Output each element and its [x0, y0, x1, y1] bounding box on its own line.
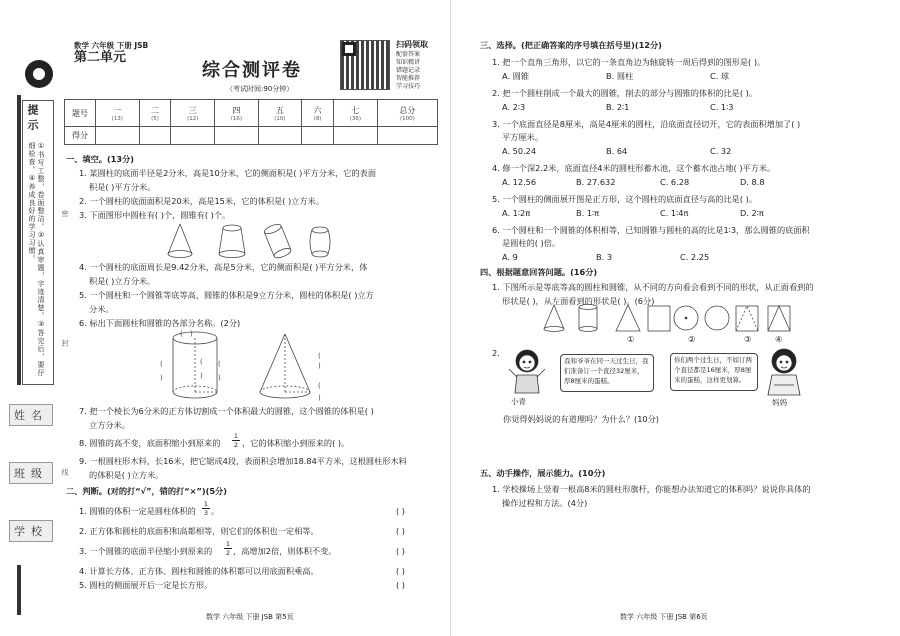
svg-text:(: (: [180, 330, 183, 338]
view-label-4: ④: [775, 334, 783, 344]
bubble-right-text: 你们两个过生日，不如订两个直径都是16厘米，厚8厘米的蛋糕，这样更划算。: [674, 356, 752, 384]
s3-q6: 6. 一个圆柱和一个圆锥的体积相等，已知圆锥与圆柱的高的比是1∶3，那么圆锥的底面积: [492, 225, 810, 235]
col-points: (8): [313, 115, 322, 122]
footer-left: 数学 六年级 下册 JSB 第5页: [206, 613, 294, 621]
s3-q5-opt-b[interactable]: B. 1∶π: [576, 208, 600, 218]
svg-text:): ): [160, 374, 163, 382]
score-cell[interactable]: [96, 127, 140, 145]
girl-illustration: [505, 347, 550, 395]
qr-feature-1: 配套答案: [396, 51, 421, 58]
col-points: (12): [187, 115, 199, 122]
score-col: [302, 100, 334, 127]
col-name: 六: [313, 105, 322, 115]
seal-line-text: 密 封 线: [61, 210, 69, 536]
score-col: [215, 100, 259, 127]
s1-q8a: 8. 圆锥的高不变，底面积缩小到原来的: [79, 438, 221, 448]
s3-q2-opt-b[interactable]: B. 2∶1: [606, 102, 630, 112]
s2-item-1-post: 。: [211, 506, 220, 516]
s3-q4-opt-b[interactable]: B. 27.632: [576, 177, 616, 187]
views-figure: [540, 303, 800, 333]
svg-text:): ): [190, 330, 193, 338]
unit-title: 第二单元: [74, 50, 127, 65]
mom-name: 妈妈: [772, 398, 787, 407]
score-cell[interactable]: [258, 127, 302, 145]
svg-text:): ): [200, 372, 203, 380]
s3-q6-cont: 是圆柱的( )倍。: [502, 238, 561, 248]
section3-title: 三、选择。(把正确答案的序号填在括号里)(12分): [480, 40, 662, 50]
s2-answer-1[interactable]: ( ): [396, 506, 405, 516]
s2-item-3-post: ，高增加2倍，则体积不变。: [233, 546, 337, 556]
s2-answer-3[interactable]: ( ): [396, 546, 405, 556]
s2-item-2: 2. 正方体和圆柱的底面积和高都相等，则它们的体积也一定相等。: [79, 526, 319, 536]
svg-text:): ): [218, 374, 221, 382]
s4-q2-num: 2.: [492, 348, 500, 358]
frac-num: 1: [233, 432, 239, 440]
s3-q3: 3. 一个底面直径是8厘米，高是4厘米的圆柱，沿底面直径切开，它的表面积增加了( ): [492, 119, 801, 129]
s3-q5-opt-d[interactable]: D. 2∶π: [740, 208, 764, 218]
s1-q2: 2. 一个圆柱的底面面积是20米，高是15米，它的体积是( )立方米。: [79, 196, 324, 206]
s2-item-5: 5. 圆柱的侧面展开后一定是长方形。: [79, 580, 213, 590]
svg-text:(: (: [200, 358, 203, 366]
sidebar-bar-bottom: [17, 565, 21, 615]
s3-q3-opt-a[interactable]: A. 50.24: [502, 146, 537, 156]
row-label: 得分: [65, 127, 96, 145]
s3-q1: 1. 把一个直角三角形，以它的一条直角边为轴旋转一周后得到的图形是( )。: [492, 57, 766, 67]
score-table-score-row: [65, 127, 438, 145]
score-cell[interactable]: [377, 127, 437, 145]
col-name: 二: [151, 105, 160, 115]
score-col: [171, 100, 215, 127]
col-name: 总分: [399, 105, 416, 115]
s1-q7b: 立方分米。: [89, 420, 130, 430]
s3-q3-opt-c[interactable]: C. 32: [710, 146, 732, 156]
left-binding-sidebar: [0, 0, 69, 636]
score-cell[interactable]: [171, 127, 215, 145]
section1-title: 一、填空。(13分): [66, 154, 135, 164]
col-name: 五: [275, 105, 284, 115]
svg-text:(: (: [318, 352, 321, 360]
s1-q4a: 4. 一个圆柱的底面周长是9.42分米，高是5分米，它的侧面积是( )平方分米，体: [79, 262, 368, 272]
frac-num: 1: [203, 500, 209, 508]
s3-q3-opt-b[interactable]: B. 64: [606, 146, 628, 156]
exam-time: （考试时间:90分钟）: [226, 85, 294, 93]
frac-num: 1: [225, 540, 231, 548]
s4-q2-question: 你觉得妈妈说的有道理吗？为什么？(10分): [503, 414, 659, 424]
col-name: 一: [113, 105, 122, 115]
sidebar-bar-top: [17, 95, 21, 385]
s3-q4-opt-c[interactable]: C. 6.28: [660, 177, 690, 187]
col-points: (36): [349, 115, 362, 122]
s2-item-4: 4. 计算长方体、正方体、圆柱和圆锥的体积都可以用底面积乘高。: [79, 566, 319, 576]
score-cell[interactable]: [215, 127, 259, 145]
footer-right: 数学 六年级 下册 JSB 第6页: [620, 613, 708, 621]
s1-q7a: 7. 把一个棱长为6分米的正方体切割成一个体积最大的圆锥，这个圆锥的体积是( ): [79, 406, 374, 416]
col-name: 四: [232, 105, 241, 115]
score-table: [64, 99, 438, 145]
s1-q6: 6. 标出下面圆柱和圆锥的各部分名称。(2分): [79, 318, 241, 328]
col-points: (13): [111, 115, 123, 122]
s1-q9a: 9. 一根圆柱形木料，长16米，把它锯成4段，表面积会增加18.84平方米，这根圆柱形木料: [79, 456, 407, 466]
section4-title: 四、根据题意回答问题。(16分): [480, 267, 598, 277]
s3-q6-opt-b[interactable]: B. 3: [596, 252, 613, 262]
s2-answer-4[interactable]: ( ): [396, 566, 405, 576]
s1-q1b: 积是( )平方分米。: [89, 182, 156, 192]
score-cell[interactable]: [334, 127, 378, 145]
s3-q1-opt-c[interactable]: C. 球: [710, 71, 730, 81]
exam-title: 综合测评卷: [202, 60, 302, 81]
s3-q5-opt-c[interactable]: C. 1∶4π: [660, 208, 689, 218]
section5-title: 五、动手操作，展示能力。(10分): [480, 468, 606, 478]
name-field[interactable]: 姓名: [9, 404, 53, 426]
score-col: [334, 100, 378, 127]
s2-answer-2[interactable]: ( ): [396, 526, 405, 536]
solids-figure: [160, 222, 340, 260]
s3-q6-opt-c[interactable]: C. 2.25: [680, 252, 710, 262]
svg-text:(: (: [318, 382, 321, 390]
col-points: (16): [230, 115, 242, 122]
qr-label: 扫码领取: [396, 40, 428, 49]
svg-text:(: (: [160, 360, 163, 368]
col-points: (10): [274, 115, 286, 122]
s3-q2-opt-a[interactable]: A. 2∶3: [502, 102, 526, 112]
score-table-header-row: [65, 100, 438, 127]
qr-feature-2: 知识精讲: [396, 59, 421, 66]
svg-text:(: (: [218, 360, 221, 368]
s4-q1b: 形状是( )，从左面看到的形状是( )。(6分): [502, 296, 655, 306]
s1-q5b: 分米。: [89, 304, 114, 314]
svg-text:): ): [318, 394, 321, 402]
svg-text:): ): [318, 362, 321, 370]
s3-q4-opt-d[interactable]: D. 8.8: [740, 177, 765, 187]
s1-q4b: 积是( )立方分米。: [89, 276, 156, 286]
s1-q8b: ，它的体积缩小到原来的( )。: [242, 438, 350, 448]
logo-inner: [31, 66, 47, 82]
score-col: [377, 100, 437, 127]
s4-q1a: 1. 下图所示是等底等高的圆柱和圆锥，从不同的方向看会看到不同的形状，从正面看到的: [492, 282, 814, 292]
tip-title: 提示: [26, 104, 39, 134]
s2-answer-5[interactable]: ( ): [396, 580, 405, 590]
girl-name: 小青: [511, 397, 526, 406]
section2-title: 二、判断。(对的打“√”，错的打“×”)(5分): [66, 486, 227, 496]
qr-feature-3: 错题记录: [396, 67, 421, 74]
school-field[interactable]: 学校: [9, 520, 53, 542]
cylinder-cone-figure: [160, 330, 360, 402]
s2-item-1-fraction: [202, 500, 210, 517]
s1-q3: 3. 下面图形中圆柱有( )个，圆锥有( )个。: [79, 210, 231, 220]
frac-den: 2: [233, 441, 239, 449]
col-name: 七: [351, 105, 360, 115]
frac-den: 2: [225, 549, 231, 557]
col-name: 三: [188, 105, 197, 115]
s2-item-3-fraction: [224, 540, 232, 557]
s3-q1-opt-a[interactable]: A. 圆锥: [502, 71, 530, 81]
tip-text: ①书写工整，卷面整洁。②认真审题，字迹清楚。③答完后，要仔细检查。④养成良好的学习习惯。: [28, 142, 45, 377]
s1-q8-fraction: [232, 432, 240, 449]
qr-corner: [342, 42, 356, 56]
score-col: [96, 100, 140, 127]
bubble-left-text: 我和爷爷在同一天过生日，我们准备订一个直径32厘米，厚8厘米的蛋糕。: [564, 357, 649, 385]
s3-q2: 2. 把一个圆柱削成一个最大的圆锥，削去的部分与圆锥的体积的比是( )。: [492, 88, 758, 98]
view-label-1: ①: [627, 334, 635, 344]
s1-q5a: 5. 一个圆柱和一个圆锥等底等高，圆锥的体积是9立方分米，圆柱的体积是( )立方: [79, 290, 374, 300]
row-label: 题号: [65, 100, 96, 127]
score-col: [139, 100, 171, 127]
col-points: (5): [151, 115, 159, 122]
s3-q2-opt-c[interactable]: C. 1∶3: [710, 102, 734, 112]
s2-item-1: 1. 圆锥的体积一定是圆柱体积的: [79, 506, 196, 516]
s3-q4-opt-a[interactable]: A. 12.56: [502, 177, 537, 187]
score-cell[interactable]: [302, 127, 334, 145]
s3-q4: 4. 修一个深2.2米，底面直径4米的圆柱形蓄水池，这个蓄水池占地( )平方米。: [492, 163, 776, 173]
page-divider: [450, 0, 451, 636]
s1-q1a: 1. 某圆柱的底面半径是2分米，高是10分米，它的侧面积是( )平方分米，它的表面: [79, 168, 377, 178]
s3-q5: 5. 一个圆柱的侧面展开图是正方形，这个圆柱的底面直径与高的比是( )。: [492, 194, 758, 204]
subject-line: 数学 六年级 下册 JSB: [74, 41, 149, 50]
view-label-2: ②: [688, 334, 696, 344]
s3-q6-opt-a[interactable]: A. 9: [502, 252, 518, 262]
qr-feature-5: 学习技巧: [396, 83, 421, 90]
class-field[interactable]: 班级: [9, 462, 53, 484]
col-points: (100): [399, 115, 415, 122]
s3-q5-opt-a[interactable]: A. 1∶2π: [502, 208, 531, 218]
s3-q1-opt-b[interactable]: B. 圆柱: [606, 71, 634, 81]
frac-den: 3: [203, 509, 209, 517]
s5-q1a: 1. 学校操场上竖着一根高8米的圆柱形旗杆，你能想办法知道它的体积吗？说说你具体的: [492, 484, 811, 494]
s1-q9b: 的体积是( )立方米。: [89, 470, 164, 480]
s3-q3-cont: 平方厘米。: [502, 132, 543, 142]
view-label-3: ③: [744, 334, 752, 344]
s5-q1b: 操作过程和方法。(4分): [502, 498, 588, 508]
score-cell[interactable]: [139, 127, 171, 145]
s2-item-3: 3. 一个圆锥的底面半径缩小到原来的: [79, 546, 213, 556]
score-col: [258, 100, 302, 127]
mom-illustration: [762, 347, 807, 397]
qr-feature-4: 智能推荐: [396, 75, 421, 82]
